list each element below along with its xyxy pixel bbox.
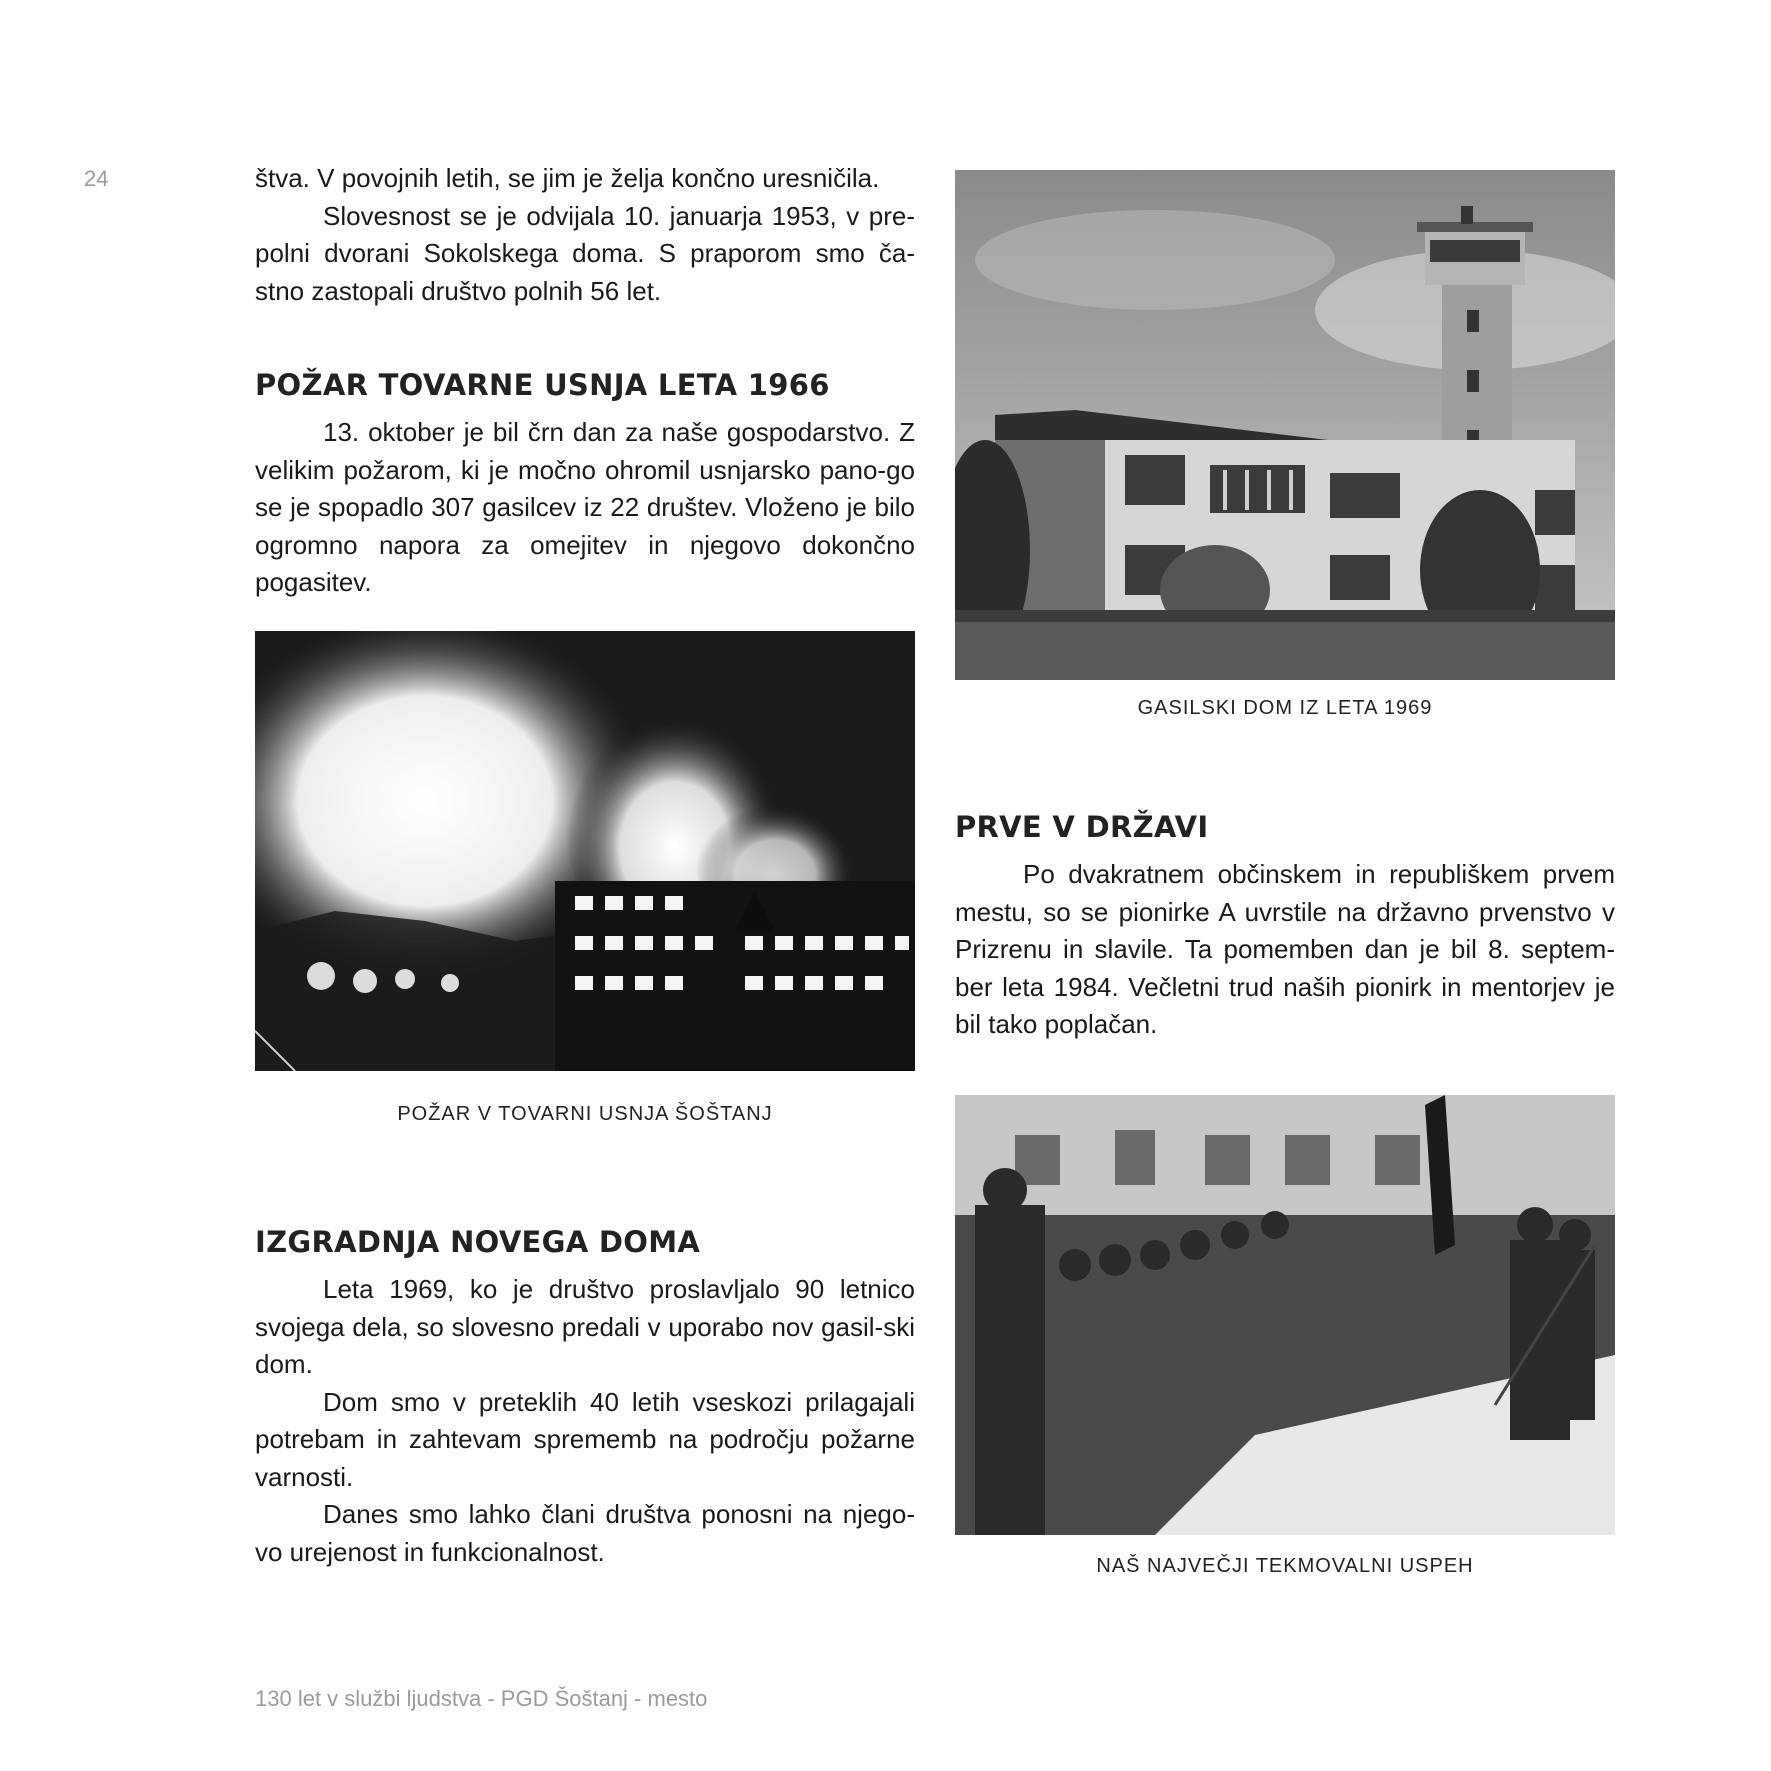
heading-building: IZGRADNJA NOVEGA DOMA (255, 1225, 701, 1259)
footer: 130 let v službi ljudstva - PGD Šoštanj - mesto (255, 1686, 708, 1711)
factory-fire-photo (255, 631, 915, 1071)
intro-paragraph-1: štva. V povojnih letih, se jim je želja končno uresničila. (255, 163, 880, 193)
first-in-country-section (955, 810, 1615, 1044)
fire-paragraph: 13. oktober je bil črn dan za naše gospodarstvo. Z velikim požarom, ki je močno ohromil usnjarsko pano-go se je spopadlo 307 gasilcev iz 22 društev. Vloženo je bilo ogromno napora za omejitev in njegovo dokončno pogasitev. (255, 417, 915, 597)
first-in-country-paragraph: Po dvakratnem občinskem in republiškem prvem mestu, so se pionirke A uvrstile na državno prvenstvo v Prizrenu in slavile. Ta pomemben dan je bil 8. septem-ber leta 1984. Večletni trud naših pionirk in mentorjev je bil tako poplačan. (955, 859, 1615, 1039)
left-column (255, 160, 915, 602)
fire-photo-caption: POŽAR V TOVARNI USNJA ŠOŠTANJ (397, 1103, 773, 1125)
building-section (255, 1225, 915, 1571)
heading-first-in-country: PRVE V DRŽAVI (955, 810, 1209, 844)
page-number: 24 (84, 166, 109, 191)
fire-hall-photo (955, 170, 1615, 680)
building-paragraph-3: Danes smo lahko člani društva ponosni na njego-vo urejenost in funkcionalnost. (255, 1499, 915, 1567)
competition-photo (955, 1095, 1615, 1535)
fire-hall-photo-caption: GASILSKI DOM IZ LETA 1969 (1137, 697, 1433, 719)
heading-fire: POŽAR TOVARNE USNJA LETA 1966 (255, 368, 830, 402)
intro-paragraph-2: Slovesnost se je odvijala 10. januarja 1953, v pre-polni dvorani Sokolskega doma. S praporom smo ča-stno zastopali društvo polnih 56 let. (255, 200, 915, 306)
competition-photo-caption: NAŠ NAJVEČJI TEKMOVALNI USPEH (1096, 1555, 1474, 1577)
building-paragraph-2: Dom smo v preteklih 40 letih vseskozi prilagajali potrebam in zahtevam sprememb na področju požarne varnosti. (255, 1386, 915, 1492)
building-paragraph-1: Leta 1969, ko je društvo proslavljalo 90 letnico svojega dela, so slovesno predali v uporabo nov gasil-ski dom. (255, 1274, 915, 1379)
